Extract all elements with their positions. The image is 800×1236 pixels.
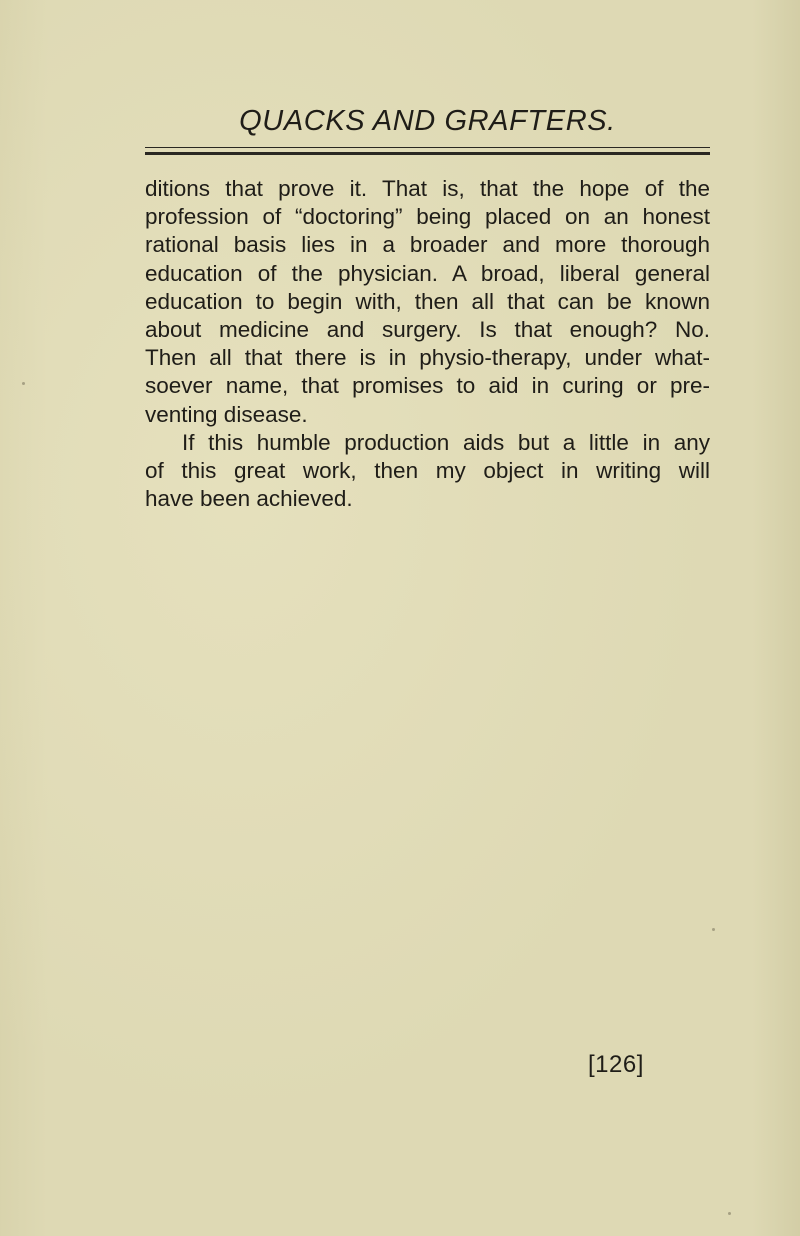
header-rule-thin	[145, 147, 710, 148]
running-head: QUACKS AND GRAFTERS.	[239, 105, 616, 137]
text-line: education of the physician. A broad, liberal general	[145, 260, 710, 286]
text-line: Then all that there is in physio-therapy, under what-	[145, 345, 710, 371]
text-line: venting disease.	[145, 401, 308, 427]
text-line: ditions that prove it. That is, that the hope of the	[145, 176, 710, 201]
paper-speck	[712, 928, 715, 931]
body-text	[145, 175, 710, 513]
text-line: rational basis lies in a broader and more thorough	[145, 232, 710, 258]
text-line: of this great work, then my object in writing will	[145, 457, 710, 483]
text-line: If this humble production aids but a little in any	[182, 429, 710, 455]
text-line: about medicine and surgery. Is that enough? No.	[145, 316, 710, 342]
header-rule-thick	[145, 152, 710, 155]
paper-speck	[22, 382, 25, 385]
text-line: profession of “doctoring” being placed on an honest	[145, 204, 710, 230]
text-line: education to begin with, then all that can be known	[145, 288, 710, 314]
text-line: have been achieved.	[145, 486, 353, 512]
page-number: [126]	[588, 1051, 644, 1078]
paper-speck	[728, 1212, 731, 1215]
text-line: soever name, that promises to aid in curing or pre-	[145, 373, 710, 399]
